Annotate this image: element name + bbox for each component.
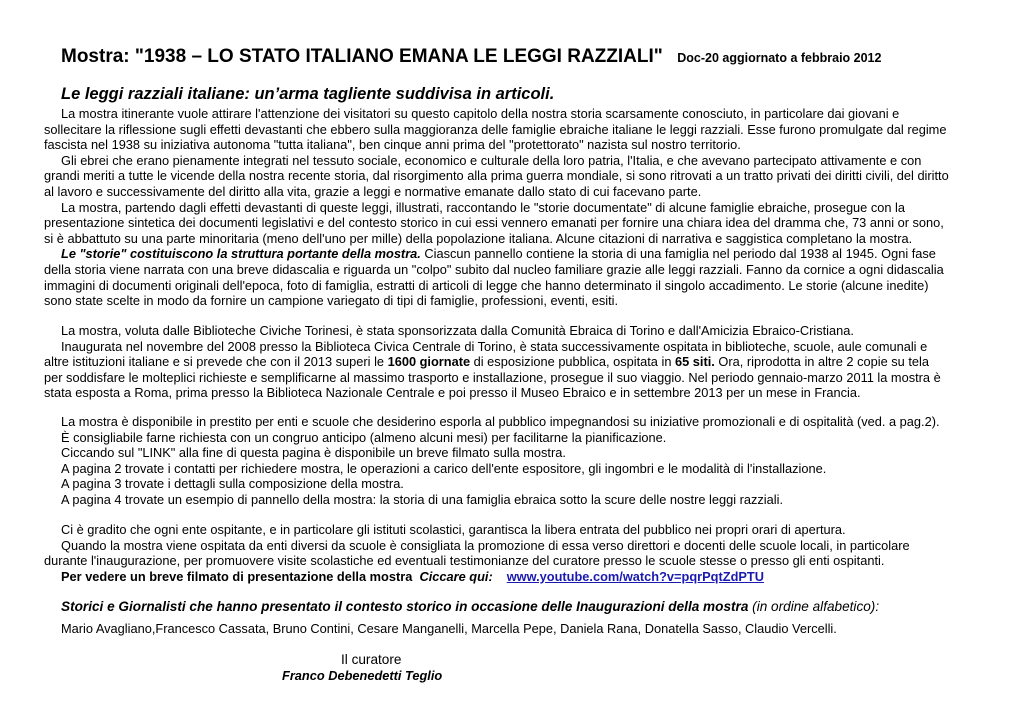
text-line: La mostra, voluta dalle Biblioteche Civiche Torinesi, è stata sponsorizzata dalla Comunità Ebraica di Torino e dall'Amicizia Ebraico-Cristiana. [61,323,854,338]
sites-count: 65 siti. [675,354,715,370]
intro-paragraph [44,106,994,309]
text-line: Gli ebrei che erano pienamente integrati nel tessuto sociale, economico e culturale della loro patria, l'Italia, e che avevano partecipato attivamente e con [61,152,922,168]
text-line: della storia viene narrata con una breve didascalia e riguarda un "colpo" subito dal nucleo familiare grazie alle leggi razziali. Fanno da cornice a ogni didascalia [44,261,944,277]
text-line: Ci è gradito che ogni ente ospitante, e in particolare gli istituti scolastici, garantisca la libera entrata del pubblico nei propri orari di apertura. [61,522,846,537]
text-line: sono state scelte in modo da fornire un campione variegato di tipi di famiglie, professioni, eventi, esiti. [44,293,619,309]
text-line: stata esposta a Roma, prima presso la Biblioteca Nazionale Centrale e poi presso il Museo Ebraico e in settembre 2013 per un mese in Francia. [44,385,861,401]
text-line [44,246,994,262]
availability-paragraph [44,414,994,508]
historians-lead: Storici e Giornalisti che hanno presentato il contesto storico in occasione delle Inaugurazioni della mostra [61,599,749,614]
text-line [44,354,994,370]
text-line: immagini di documenti originali dell'epoca, foto di famiglia, estratti di articoli di legge che hanno determinato il singolo accadimento. Le storie (alcune inedite) [44,277,929,293]
video-link[interactable]: www.youtube.com/watch?v=pqrPqtZdPTU [506,568,764,584]
storie-rest: Ciascun pannello contiene la storia di una famiglia nel periodo dal 1938 al 1945. Ogni fase [420,246,936,262]
text-line: Quando la mostra viene ospitata da enti diversi da scuole è consigliata la promozione di essa verso direttori e docenti delle scuole locali, in particolare [61,537,910,553]
doc-version-note: Doc-20 aggiornato a febbraio 2012 [677,51,882,65]
text-line: A pagina 4 trovate un esempio di pannello della mostra: la storia di una famiglia ebraica sotto la scure delle nostre leggi razziali. [61,491,784,507]
history-paragraph [44,323,994,401]
text-line: presentazione sintetica dei documenti legislativi e del contesto storico in cui essi vennero emanati per fornire una chiara idea del dramma che, 73 anni or sono, [44,215,944,231]
text-line: grandi meriti a tutte le vicende della nostra recente storia, dal risorgimento alla prima guerra mondiale, si sono ritrovati a un tratto privati dei diritti civili, del diritto [44,168,949,184]
text-line: al lavoro e successivamente del diritto alla vita, grazie a leggi e normative emanate dallo stato di cui facevano parte. [44,183,702,199]
video-line [44,569,994,585]
text-line: La mostra, partendo dagli effetti devastanti di queste leggi, illustrati, raccontando le "storie documentate" di alcune famiglie ebraiche, prosegue con la [61,199,905,215]
text-line: durante l'inaugurazione, per promuovere visite scolastiche ed eventuali testimonianze del curatore presso le scuole stesse o presso gli enti ospitanti. [44,553,885,569]
curator-name: Franco Debenedetti Teglio [282,668,443,683]
text-span: altre istituzioni italiane e si prevede che con il 2013 superi le [44,354,388,370]
text-line: Inaugurata nel novembre del 2008 presso la Biblioteca Civica Centrale di Torino, è stata successivamente ospitata in biblioteche, scuole, aule comunali e [61,338,928,354]
page-title: Mostra: "1938 – LO STATO ITALIANO EMANA LE LEGGI RAZZIALI" [61,46,663,67]
section-title: Le leggi razziali italiane: un’arma tagliente suddivisa in articoli. [61,85,555,103]
text-line: si è abbattuto su una parte minoritaria (meno dell'uno per mille) della popolazione italiana. Alcune citazioni di narrativa e saggistica completano la mostra. [44,230,913,246]
text-line: per soddisfare le molteplici richieste e semplificarne al massimo trasporto e installazione, prosegue il suo viaggio. Nel periodo gennaio-marzo 2011 la mostra è [44,369,941,385]
curator-label: Il curatore [341,652,402,667]
text-span: di esposizione pubblica, ospitata in [470,354,675,370]
text-line: A pagina 2 trovate i contatti per richiedere mostra, le operazioni a carico dell'ente espositore, gli ingombri e le modalità di l'installazione. [61,460,827,476]
historians-note: (in ordine alfabetico): [748,599,880,614]
text-line: fascista nel 1938 su iniziativa autonoma "tutta italiana", ben cinque anni prima del "protettorato" nazista sul nostro territorio. [44,137,741,153]
historians-names: Mario Avagliano,Francesco Cassata, Bruno Contini, Cesare Manganelli, Marcella Pepe, Daniela Rana, Donatella Sasso, Claudio Vercelli. [61,621,837,636]
historians-heading [61,599,879,614]
text-line: Ciccando sul "LINK" alla fine di questa pagina è disponibile un breve filmato sulla mostra. [61,445,566,461]
giornate-count: 1600 giornate [387,354,471,370]
text-line: La mostra itinerante vuole attirare l'attenzione dei visitatori su questo capitolo della nostra storia scarsamente conosciuto, in particolare dai giovani e [61,106,900,121]
video-label: Per vedere un breve filmato di presentazione della mostra [61,568,413,584]
text-line: sollecitare la riflessione sugli effetti devastanti che ebbero sulla maggioranza delle famiglie ebraiche italiane le leggi razziali. Esse furono promulgate dal regime [44,121,947,137]
header [61,46,881,68]
text-line: La mostra è disponibile in prestito per enti e scuole che desiderino esporla al pubblico impegnandosi su iniziative promozionali e di ospitalità (ved. a pag.2). [61,414,940,429]
text-line: È consigliabile farne richiesta con un congruo anticipo (almeno alcuni mesi) per facilitarne la pianificazione. [61,429,667,445]
text-span: Ora, riprodotta in altre 2 copie su tela [714,354,929,370]
text-line: A pagina 3 trovate i dettagli sulla composizione della mostra. [61,476,404,492]
ciccare-label: Ciccare qui: [419,568,493,584]
storie-lead: Le "storie" costituiscono la struttura portante della mostra. [61,246,421,262]
entry-paragraph [44,522,994,584]
